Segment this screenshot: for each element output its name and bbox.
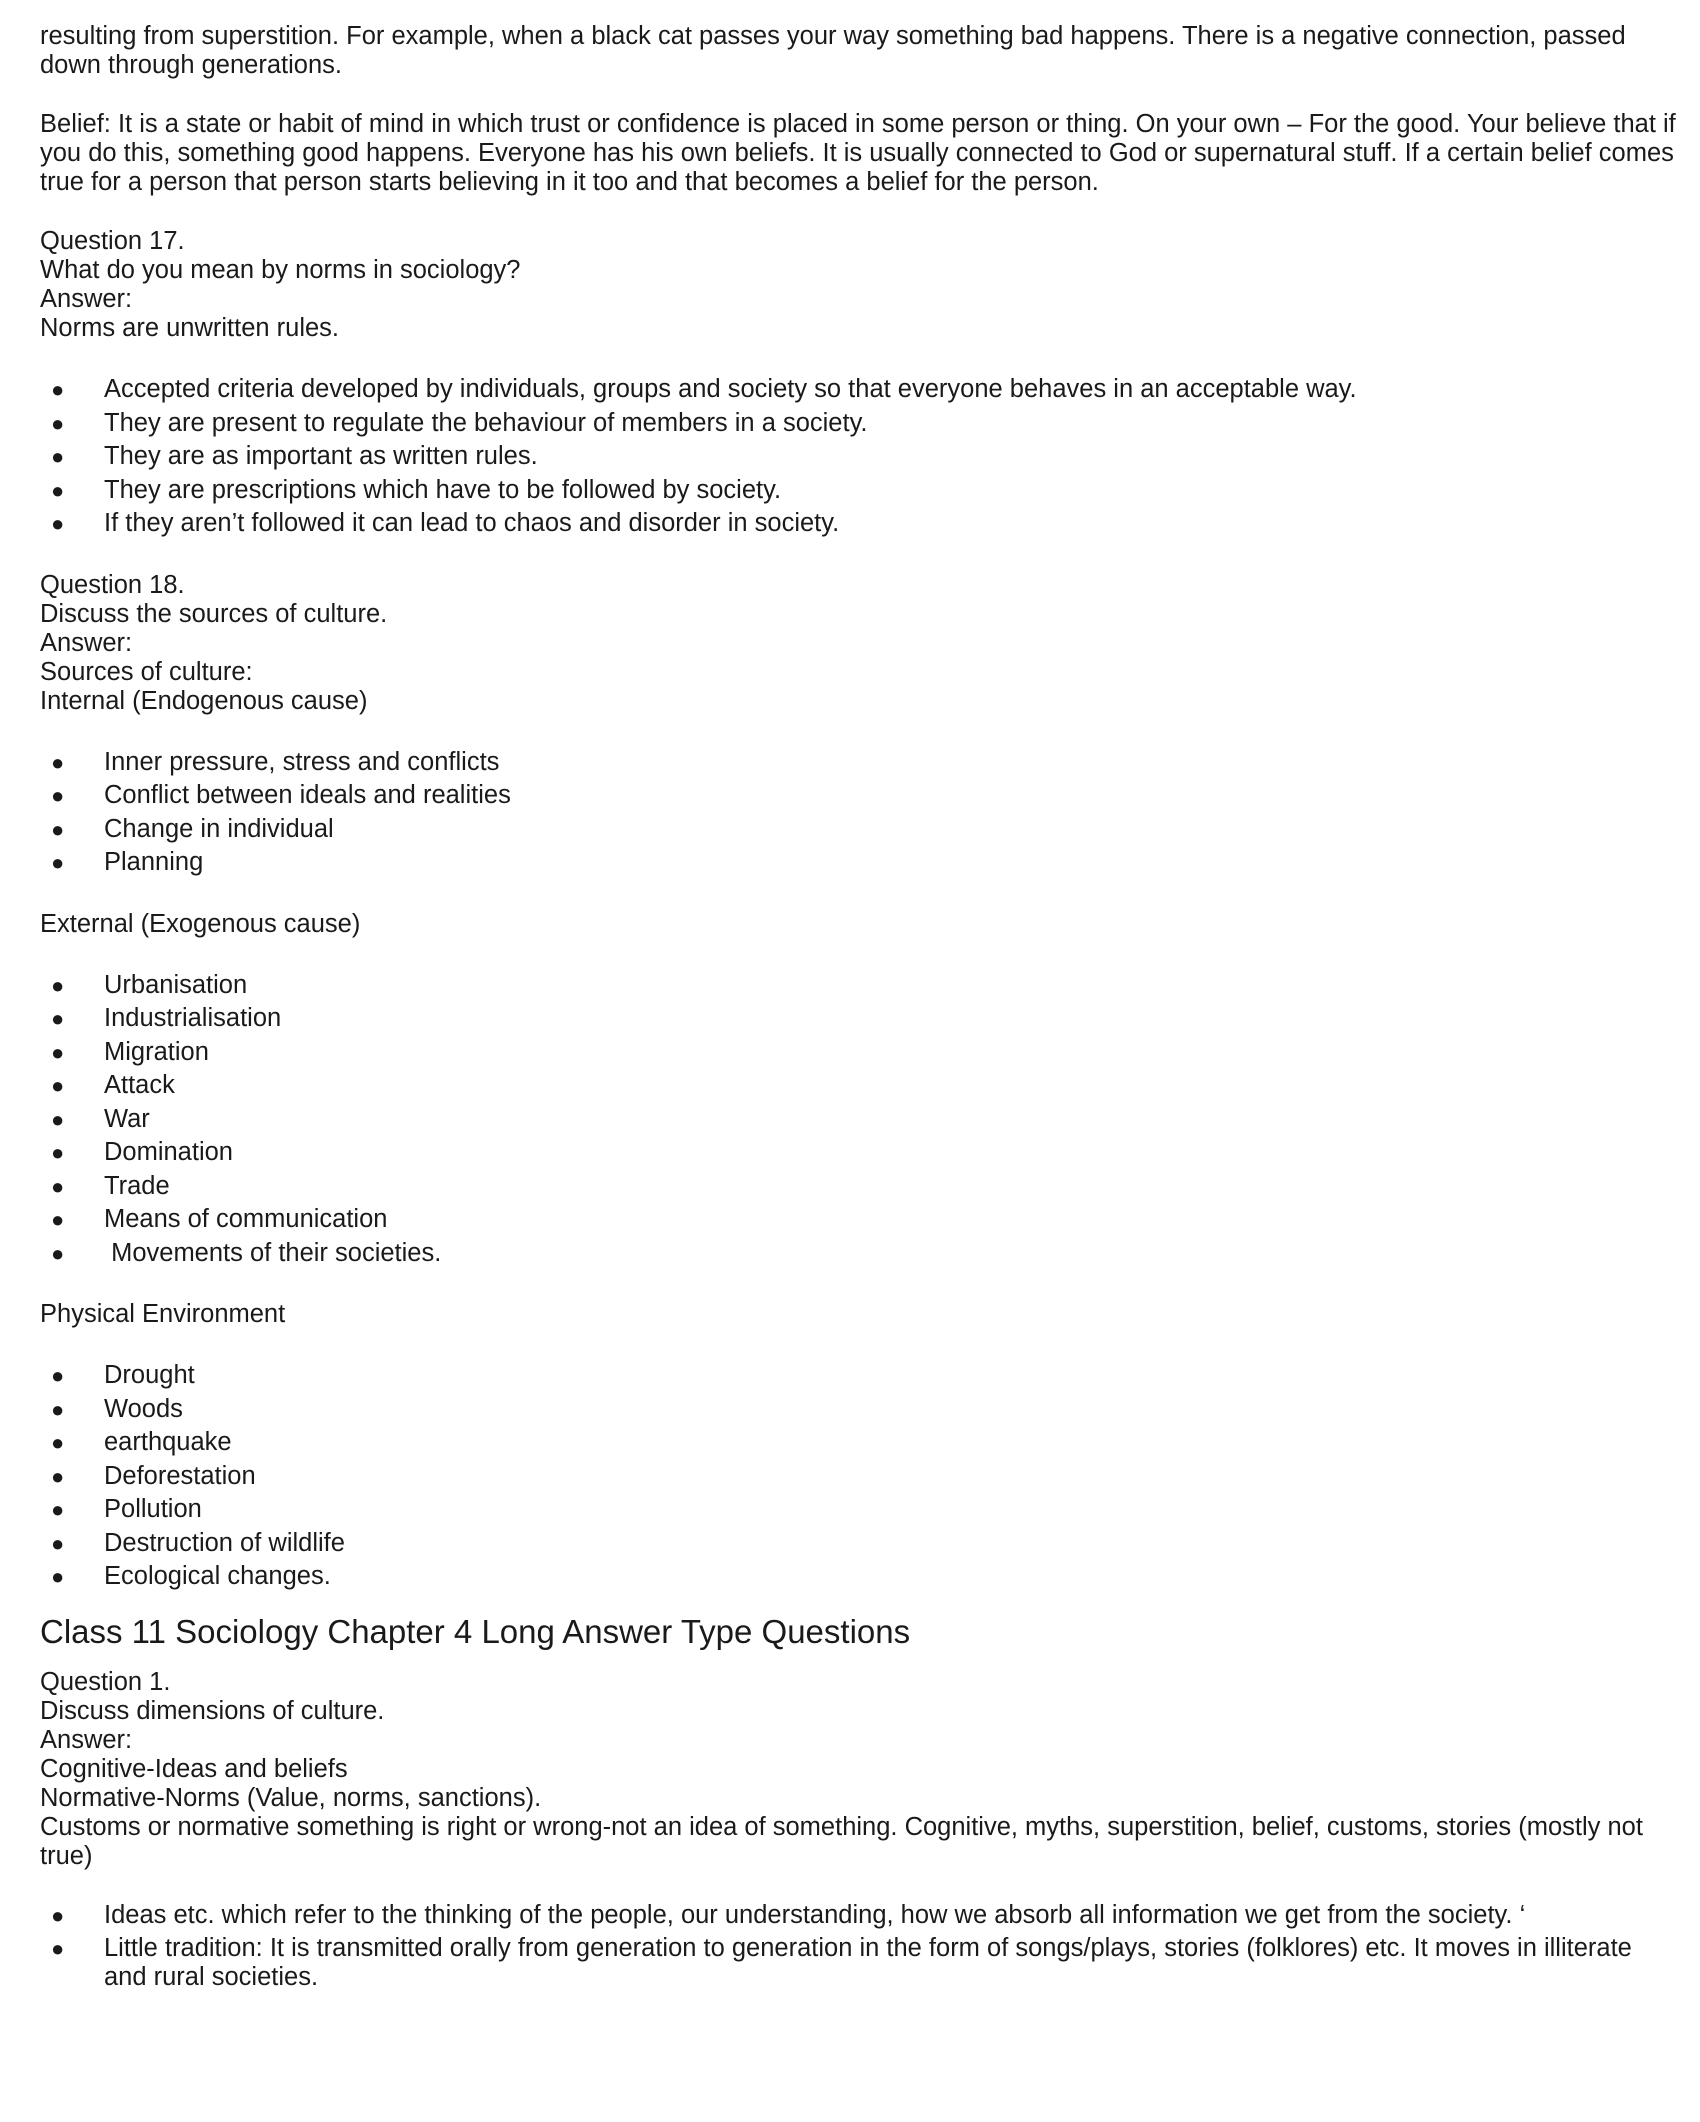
list-item: ● Conflict between ideals and realities bbox=[40, 779, 1680, 813]
long-question-1-number: Question 1. bbox=[40, 1667, 171, 1696]
bullet-icon: ● bbox=[51, 1463, 65, 1489]
list-item: ● If they aren’t followed it can lead to chaos and disorder in society. bbox=[40, 507, 1680, 541]
list-item: ● Accepted criteria developed by individuals, groups and society so that everyone behaves in an acceptable way. bbox=[40, 373, 1680, 407]
bullet-icon: ● bbox=[51, 1363, 65, 1388]
list-item: ● Attack bbox=[40, 1069, 1680, 1103]
list-item: ● Urbanisation bbox=[40, 969, 1680, 1003]
question-17-lead: Norms are unwritten rules. bbox=[40, 314, 340, 342]
list-item: ● Destruction of wildlife bbox=[40, 1527, 1680, 1561]
list-item: ● Change in individual bbox=[40, 813, 1680, 847]
norms-list bbox=[40, 373, 1680, 541]
question-18-block bbox=[40, 571, 1680, 1594]
list-item: ● They are present to regulate the behaviour of members in a society. bbox=[40, 407, 1680, 441]
list-item: ● They are as important as written rules. bbox=[40, 440, 1680, 474]
question-18-number: Question 18. bbox=[40, 570, 185, 599]
list-item: ● Domination bbox=[40, 1136, 1680, 1170]
question-17-answer-label: Answer: bbox=[40, 285, 133, 313]
long-question-1-block bbox=[40, 1668, 1680, 1992]
list-item: ● Migration bbox=[40, 1036, 1680, 1070]
bullet-icon: ● bbox=[51, 1039, 65, 1065]
external-causes-list bbox=[40, 969, 1680, 1271]
document-page bbox=[40, 22, 1680, 1996]
list-item: ● Movements of their societies. bbox=[40, 1237, 1680, 1271]
list-item: ● Industrialisation bbox=[40, 1002, 1680, 1036]
bullet-icon: ● bbox=[51, 1396, 65, 1422]
superstition-paragraph-tail: resulting from superstition. For example, when a black cat passes your way something bad happens. There is a negative connection, passed down through generations. bbox=[40, 22, 1626, 79]
bullet-icon: ● bbox=[51, 1207, 65, 1232]
question-18-lead: Sources of culture: bbox=[40, 657, 253, 686]
bullet-icon: ● bbox=[51, 1530, 65, 1556]
list-item: ● Planning bbox=[40, 846, 1680, 880]
question-17-text: What do you mean by norms in sociology? bbox=[40, 256, 521, 284]
list-item: ● Ecological changes. bbox=[40, 1560, 1680, 1594]
list-item: ● Little tradition: It is transmitted orally from generation to generation in the form of songs/plays, stories (folklores) etc. It moves in illiterate and rural societies. bbox=[51, 1933, 1632, 1991]
physical-environment-heading: Physical Environment bbox=[40, 1300, 286, 1328]
long-question-1-text: Discuss dimensions of culture. bbox=[40, 1696, 385, 1725]
bullet-icon: ● bbox=[51, 1140, 65, 1165]
list-item: ● Drought bbox=[40, 1359, 1680, 1393]
internal-heading: Internal (Endogenous cause) bbox=[40, 686, 368, 715]
bullet-icon: ● bbox=[51, 444, 65, 469]
bullet-icon: ● bbox=[51, 1173, 65, 1199]
bullet-icon: ● bbox=[51, 1240, 65, 1266]
customs-paragraph: Customs or normative something is right or wrong-not an idea of something. Cognitive, myths, superstition, belief, customs, stories (mostly not true) bbox=[40, 1812, 1643, 1870]
cognitive-line: Cognitive-Ideas and beliefs bbox=[40, 1754, 348, 1783]
bullet-icon: ● bbox=[51, 511, 65, 536]
question-18-text: Discuss the sources of culture. bbox=[40, 599, 388, 628]
bullet-icon: ● bbox=[51, 1106, 65, 1132]
bullet-icon: ● bbox=[51, 1902, 65, 1928]
external-heading: External (Exogenous cause) bbox=[40, 909, 361, 938]
bullet-icon: ● bbox=[51, 850, 65, 875]
belief-paragraph: Belief: It is a state or habit of mind in which trust or confidence is placed in some person or thing. On your own – For the good. Your believe that if you do this, something good happens. Everyone has his own beliefs. It is usually connected to God or supernatural stuff. If a certain belief comes true for a person that person starts believing in it too and that becomes a belief for the person. bbox=[40, 110, 1676, 196]
section-heading: Class 11 Sociology Chapter 4 Long Answer Type Questions bbox=[40, 1612, 911, 1650]
long-question-1-answer-label: Answer: bbox=[40, 1725, 133, 1754]
list-item: ● War bbox=[40, 1103, 1680, 1137]
bullet-icon: ● bbox=[51, 783, 65, 808]
bullet-icon: ● bbox=[51, 1497, 65, 1522]
bullet-icon: ● bbox=[51, 816, 65, 842]
bullet-icon: ● bbox=[51, 1935, 65, 1961]
physical-environment-list bbox=[40, 1359, 1680, 1594]
list-item: ● Deforestation bbox=[40, 1460, 1680, 1494]
bullet-icon: ● bbox=[51, 477, 65, 503]
list-item: ● Ideas etc. which refer to the thinking of the people, our understanding, how we absorb all information we get from the society. ‘ bbox=[51, 1900, 1526, 1929]
bullet-icon: ● bbox=[51, 1564, 65, 1589]
bullet-icon: ● bbox=[51, 1006, 65, 1031]
internal-causes-list bbox=[40, 746, 1680, 880]
list-item: ● earthquake bbox=[40, 1426, 1680, 1460]
list-item: ● Woods bbox=[40, 1393, 1680, 1427]
list-item: ● Inner pressure, stress and conflicts bbox=[40, 746, 1680, 780]
question-18-answer-label: Answer: bbox=[40, 628, 133, 657]
list-item: ● They are prescriptions which have to be followed by society. bbox=[40, 474, 1680, 508]
list-item: ● Trade bbox=[40, 1170, 1680, 1204]
bullet-icon: ● bbox=[51, 972, 65, 998]
bullet-icon: ● bbox=[51, 377, 65, 402]
list-item: ● Means of communication bbox=[40, 1203, 1680, 1237]
bullet-icon: ● bbox=[51, 410, 65, 436]
list-item: ● Pollution bbox=[40, 1493, 1680, 1527]
question-17-number: Question 17. bbox=[40, 227, 185, 255]
bullet-icon: ● bbox=[51, 1073, 65, 1098]
dimensions-list bbox=[40, 1901, 1680, 1992]
normative-line: Normative-Norms (Value, norms, sanctions). bbox=[40, 1783, 542, 1812]
question-17-block bbox=[40, 227, 1680, 541]
bullet-icon: ● bbox=[51, 749, 65, 775]
bullet-icon: ● bbox=[51, 1430, 65, 1455]
